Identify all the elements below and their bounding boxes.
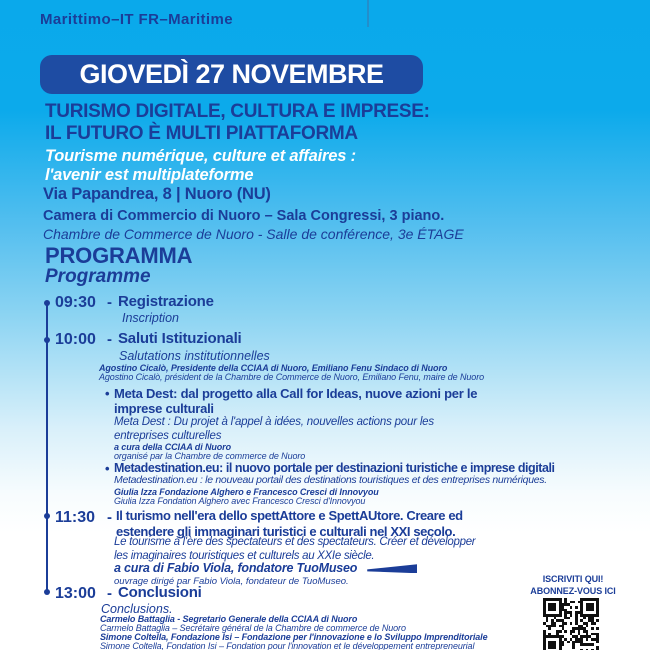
entry-curator-it: [114, 561, 417, 575]
signup-label-fr: ABONNEZ-VOUS ICI: [530, 585, 616, 596]
event-title-line1: TURISMO DIGITALE, CULTURA E IMPRESE:: [45, 101, 430, 122]
entry-time: 09:30: [55, 294, 96, 311]
sub-session-title-fr-line2: entreprises culturelles: [114, 429, 222, 442]
event-title: [45, 101, 430, 145]
timeline-dot: [44, 337, 50, 343]
signup-label-it: ISCRIVITI QUI!: [542, 574, 604, 584]
event-title-line2: IL FUTURO È MULTI PIATTAFORMA: [45, 123, 358, 145]
venue-name-it-prefix: Camera di Commercio di Nuoro –: [43, 208, 277, 224]
time-separator: -: [107, 294, 112, 311]
entry-title-it-line1: Il turismo nell'era dello spettAttore e SpettAUtore. Creare ed: [116, 508, 463, 523]
entry-speaker-fr: Simone Coltella, Fondation Isi – Fondation pour l'innovation et le développement entrepreneurial: [100, 641, 475, 650]
timeline-dot: [44, 589, 50, 595]
entry-title-it-line2: estendere gli immaginari turistici e culturali nel XXI secolo.: [116, 523, 456, 539]
venue-address: Via Papandrea, 8 | Nuoro (NU): [43, 185, 271, 203]
entry-time: 11:30: [55, 509, 96, 526]
top-divider-line: [367, 0, 369, 27]
sub-session-title-it: [114, 386, 477, 416]
date-banner-text: GIOVEDÌ 27 NOVEMBRE: [79, 59, 384, 89]
entry-title-fr-line2: les imaginaires touristiques et culturels au XXIe siècle.: [114, 549, 375, 562]
entry-speaker-it: Simone Coltella, Fondazione Isi – Fondazione per l'innovazione e lo Sviluppo Imprenditoriale: [100, 632, 488, 642]
entry-title-fr: Inscription: [122, 311, 179, 325]
sub-session-title-fr: Metadestination.eu : le nouveau portail des destinations touristiques et des entreprises numériques.: [114, 474, 547, 486]
time-separator: -: [107, 509, 112, 526]
entry-time: 10:00: [55, 331, 96, 348]
sub-session-title-it-line1: Meta Dest: dal progetto alla Call for Ideas, nuove azioni per le: [114, 386, 478, 401]
entry-title-it: Saluti Istituzionali: [118, 330, 242, 347]
venue-room-it: Sala Congressi, 3 piano.: [276, 208, 445, 224]
entry-speaker-it: Carmelo Battaglia - Segretario Generale della CCIAA di Nuoro: [100, 614, 358, 624]
entry-title-fr: Salutations institutionnelles: [119, 349, 270, 363]
timeline-dot: [44, 513, 50, 519]
entry-curator-fr: ouvrage dirigé par Fabio Viola, fondateur de TuoMuseo.: [114, 576, 349, 587]
entry-title-fr-line1: Le tourisme à l'ère des spectateurs et des spectateurs. Créer et développer: [114, 536, 476, 548]
program-heading-it: PROGRAMMA: [45, 243, 193, 268]
sub-session-title-fr-line1: Meta Dest : Du projet à l'appel à idées, nouvelles actions pour les: [114, 416, 434, 428]
time-separator: -: [107, 585, 112, 602]
entry-title-it: Registrazione: [118, 293, 214, 310]
sub-session-title-it: Metadestination.eu: il nuovo portale per destinazioni turistiche e imprese digitali: [114, 461, 555, 475]
time-separator: -: [107, 331, 112, 348]
speaker-role: , Presidente della CCIAA di Nuoro,: [166, 363, 312, 373]
event-subtitle-fr-line1: Tourisme numérique, culture et affaires :: [45, 147, 356, 165]
date-banner: [40, 55, 423, 94]
program-brand-label: Marittimo–IT FR–Maritime: [40, 11, 233, 28]
speaker-role: Sindaco di Nuoro: [371, 363, 448, 373]
sub-session-title-fr: [114, 416, 434, 443]
signup-label: [508, 574, 638, 597]
qr-code: [543, 598, 599, 650]
entry-title-it: Conclusioni: [118, 584, 202, 601]
event-subtitle-fr: [45, 147, 356, 185]
timeline-dot: [44, 300, 50, 306]
entry-time: 13:00: [55, 585, 96, 602]
sub-bullet-icon: •: [105, 386, 110, 401]
sub-session-organizer-it: a cura della CCIAA di Nuoro: [114, 442, 231, 452]
sub-session-organizer-fr: organisé par la Chambre de commerce de Nuoro: [114, 451, 306, 461]
sub-session-organizer-fr: Giulia Izza Fondation Alghero avec Francesco Cresci d'Innovyou: [114, 496, 366, 506]
sub-session-organizer-it: Giulia Izza Fondazione Alghero e Francesco Cresci di Innovyou: [114, 487, 379, 497]
entry-title-fr: Conclusions.: [101, 602, 173, 616]
speaker-name: Emiliano Fenu: [311, 363, 372, 373]
entry-curator-it-text: a cura di Fabio Viola, fondatore TuoMuseo: [114, 561, 358, 575]
venue-name-fr: Chambre de Commerce de Nuoro - Salle de conférence, 3e ÉTAGE: [43, 226, 464, 242]
venue-name-it: [43, 208, 444, 224]
entry-speaker-fr: Carmelo Battaglia – Secrétaire général de la Chambre de commerce de Nuoro: [100, 623, 406, 633]
event-subtitle-fr-line2: l'avenir est multiplateforme: [45, 165, 254, 184]
entry-speakers-fr: Agostino Cicalò, président de la Chambre de Commerce de Nuoro, Emiliano Fenu, maire de Nuoro: [99, 372, 484, 382]
entry-title-fr: [114, 536, 475, 564]
sub-session-title-it-line2: imprese culturali: [114, 401, 214, 417]
arrow-pointer-icon: [367, 564, 417, 573]
program-heading-fr: Programme: [45, 266, 151, 287]
entry-title-it: [116, 508, 463, 539]
timeline-line: [46, 303, 48, 593]
speaker-name: Agostino Cicalò: [99, 363, 167, 373]
sub-bullet-icon: •: [105, 461, 110, 476]
